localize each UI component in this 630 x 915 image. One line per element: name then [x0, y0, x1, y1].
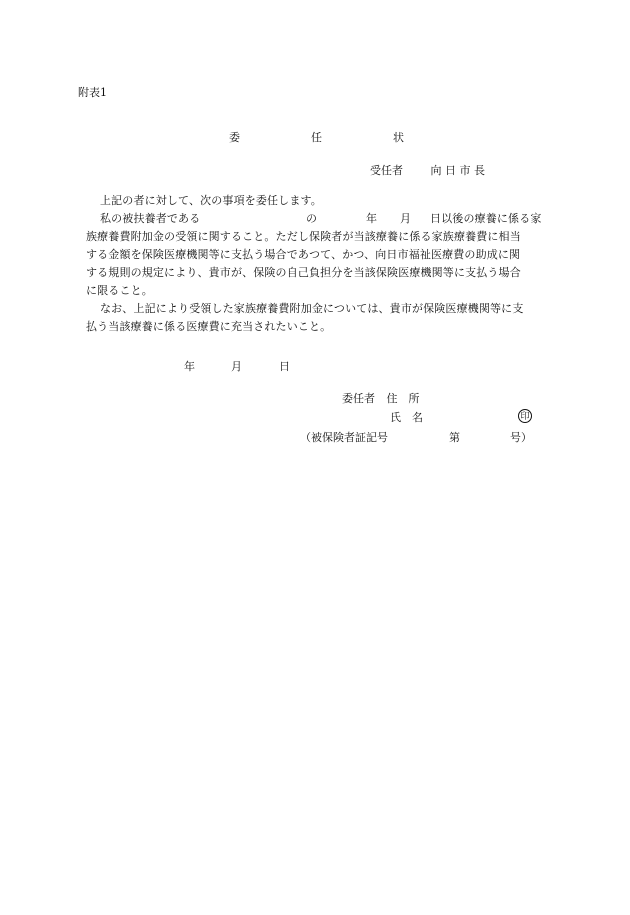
insurance-close: 号）	[510, 431, 532, 444]
title-char-3: 状	[393, 131, 404, 144]
year-blank: 年	[366, 212, 378, 225]
para1-line5: に限ること。	[86, 284, 153, 297]
name-label: 氏 名	[390, 411, 423, 424]
date-day: 日	[279, 360, 290, 373]
para2-line1: なお、上記により受領した家族療養費附加金については、貴市が保険医療機関等に支	[100, 302, 524, 315]
para1-line2: 族療養費附加金の受領に関すること。ただし保険者が当該療養に係る家族療養費に相当	[86, 230, 521, 243]
intro-line: 上記の者に対して、次の事項を委任します。	[100, 194, 322, 207]
dependent-prefix: 私の被扶養者である	[100, 212, 201, 225]
attachment-label: 附表1	[78, 86, 107, 99]
recipient-label: 受任者	[370, 164, 403, 177]
recipient-name: 向 日 市 長	[430, 164, 485, 177]
signer-name-line	[390, 411, 423, 425]
recipient-line	[370, 164, 485, 178]
insurance-mid: 第	[449, 431, 460, 444]
para1-line4: する規則の規定により、貴市が、保険の自己負担分を当該保険医療機関等に支払う場合	[86, 266, 521, 279]
document-body	[86, 192, 556, 336]
address-label: 住 所	[386, 392, 420, 405]
signer-label: 委任者	[342, 392, 375, 405]
para1-line3: する金額を保険医療機関等に支払う場合であつて、かつ、向日市福祉医療費の助成に関	[86, 248, 521, 261]
signer-address-line	[342, 392, 420, 406]
insurance-open: （被保険者証記号	[300, 431, 388, 444]
seal-mark-icon: 印	[518, 409, 532, 423]
month-blank: 月	[400, 212, 412, 225]
date-month: 月	[231, 360, 242, 373]
particle-no: の	[306, 212, 318, 225]
title-char-2: 任	[311, 131, 322, 144]
para1-line1	[86, 210, 556, 228]
date-year: 年	[184, 360, 195, 373]
para2-line2: 払う当該療養に係る医療費に充当されたいこと。	[86, 320, 332, 333]
title-char-1: 委	[229, 131, 240, 144]
day-suffix: 日以後の療養に係る家	[430, 212, 542, 225]
